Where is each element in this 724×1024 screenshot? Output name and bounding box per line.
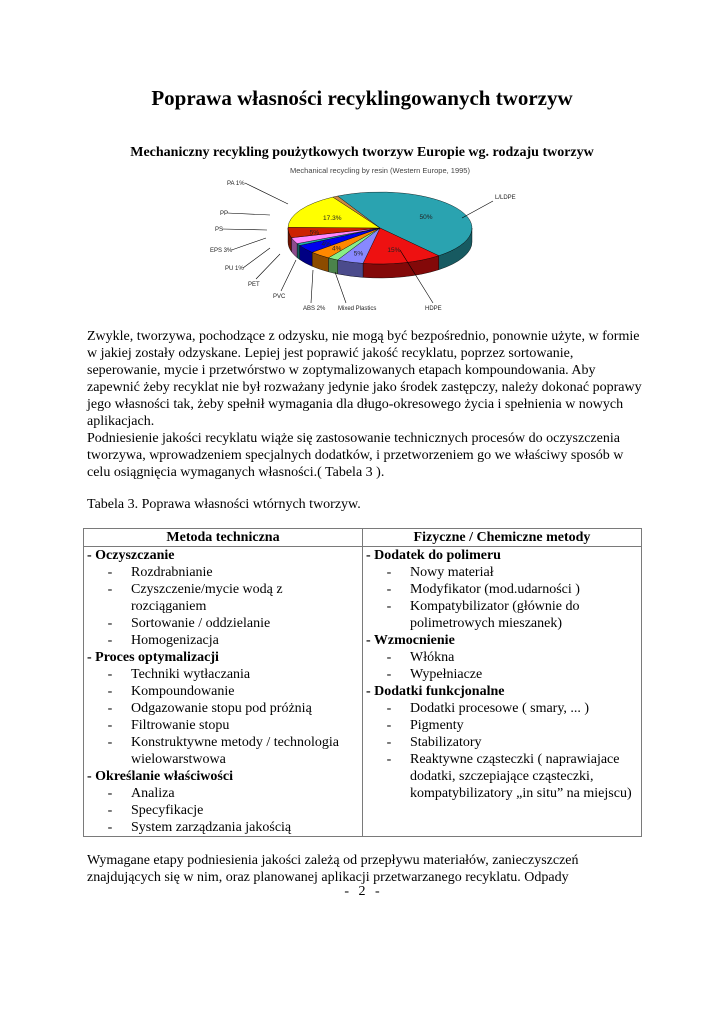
table-list-item	[87, 632, 359, 649]
pie-slice-side	[328, 258, 337, 274]
chart-title: Mechanical recycling by resin (Western Europe, 1995)	[290, 166, 470, 175]
header-physical-chemical: Fizyczne / Chemiczne metody	[363, 529, 642, 547]
list-dash: -	[107, 684, 113, 699]
list-dash: -	[386, 650, 392, 665]
table-group-heading: - Dodatek do polimeru	[366, 548, 501, 563]
chart-heading: Mechaniczny recykling poużytkowych tworzyw Europie wg. rodzaju tworzyw	[130, 145, 594, 160]
list-dash: -	[386, 565, 392, 580]
list-item-text: Kompatybilizator (głównie do polimetrowych mieszanek)	[410, 599, 580, 631]
leader-line	[462, 201, 493, 218]
list-dash: -	[107, 616, 113, 631]
list-item-text: Sortowanie / oddzielanie	[131, 616, 271, 631]
list-dash: -	[386, 718, 392, 733]
physical-chemical-methods-cell	[363, 547, 642, 837]
table-caption: Tabela 3. Poprawa własności wtórnych tworzyw.	[87, 497, 361, 512]
category-label: Mixed Plastics	[338, 306, 377, 312]
list-item-text: System zarządzania jakością	[131, 820, 292, 835]
table-list-item	[87, 819, 359, 836]
leader-line	[311, 270, 313, 303]
list-item-text: Specyfikacje	[131, 803, 204, 818]
list-item-text: Pigmenty	[410, 718, 464, 733]
table-list-item	[87, 802, 359, 819]
intro-paragraph: Zwykle, tworzywa, pochodzące z odzysku, nie mogą być bezpośrednio, ponownie użyte, w formie w jakiej zostały odzyskane. Lepiej jest poprawić jakość recyklatu, poprzez sortowanie, seperowanie, mycie i przetwórstwo w zoptymalizowanych etapach kompoundowania. Aby zapewnić żeby recyklat nie był rozważany jedynie jako środek zastępczy, należy dokonać poprawy jego własności tak, żeby spełnił wymagania dla długo-okresowego życia i spełnienia w nowych aplikacjach.	[87, 329, 642, 429]
list-dash: -	[386, 735, 392, 750]
table-list-item	[366, 666, 638, 683]
table-list-item	[87, 615, 359, 632]
list-item-text: Wypełniacze	[410, 667, 483, 682]
category-label: ABS 2%	[303, 306, 326, 312]
table-list-item	[87, 564, 359, 581]
closing-paragraph: Wymagane etapy podniesienia jakości zależą od przepływu materiałów, zanieczyszczeń znajdujących się w nim, oraz planowanej aplikacji przetwarzanego recyklatu. Odpady	[87, 853, 579, 885]
pie-slice-side	[297, 244, 299, 260]
list-item-text: Homogenizacja	[131, 633, 219, 648]
list-dash: -	[107, 820, 113, 835]
category-label: PP	[220, 211, 229, 217]
quality-paragraph: Podniesienie jakości recyklatu wiąże się zastosowanie technicznych procesów do oczyszczenia tworzywa, wprowadzeniem specjalnych dodatków, i przetworzeniem go we właściwy sposób w celu osiągnięcia wymaganych własności.( Tabela 3 ).	[87, 431, 624, 480]
list-dash: -	[386, 599, 392, 614]
category-label: PET	[248, 282, 260, 288]
table-list-item	[87, 785, 359, 802]
table-list-item	[366, 700, 638, 717]
list-item-text: Konstruktywne metody / technologia wielowarstwowa	[131, 735, 340, 767]
pie-chart	[200, 160, 520, 320]
leader-line	[222, 229, 267, 230]
leader-line	[256, 254, 280, 279]
list-dash: -	[386, 752, 392, 767]
list-item-text: Czyszczenie/mycie wodą z rozciąganiem	[131, 582, 283, 614]
list-dash: -	[107, 633, 113, 648]
table-list-item	[366, 649, 638, 666]
slice-value-label: 50%	[419, 214, 433, 222]
list-dash: -	[107, 667, 113, 682]
table-list-item	[366, 717, 638, 734]
table-group-heading: - Oczyszczanie	[87, 548, 175, 563]
page-number: - 2 -	[344, 884, 380, 899]
table-list-item	[87, 683, 359, 700]
list-dash: -	[107, 803, 113, 818]
page-title: Poprawa własności recyklingowanych tworzyw	[151, 86, 573, 110]
slice-value-label: 4%	[321, 241, 331, 249]
table-list-item	[87, 700, 359, 717]
list-item-text: Kompoundowanie	[131, 684, 235, 699]
list-item-text: Włókna	[410, 650, 455, 665]
list-item-text: Reaktywne cząsteczki ( naprawiajace dodatki, szczepiające cząsteczki, kompatybilizatory „in situ” na miejscu)	[410, 752, 632, 801]
table-group-heading: - Proces optymalizacji	[87, 650, 219, 665]
slice-value-label: 4%	[331, 245, 342, 253]
table-list-item	[87, 581, 359, 615]
category-label: PA 1%	[227, 181, 245, 187]
header-technical: Metoda techniczna	[84, 529, 363, 547]
category-label: PVC	[273, 294, 286, 300]
list-dash: -	[107, 786, 113, 801]
list-item-text: Filtrowanie stopu	[131, 718, 230, 733]
slice-value-label: 5%	[309, 229, 319, 237]
slice-value-label: 15%	[387, 246, 401, 254]
slice-value-label: 5%	[353, 250, 364, 258]
table-list-item	[366, 751, 638, 802]
list-dash: -	[107, 718, 113, 733]
table-list-item	[366, 564, 638, 581]
leader-line	[335, 272, 346, 303]
leader-line	[232, 238, 266, 250]
leader-line	[243, 248, 270, 268]
table-list-item	[87, 717, 359, 734]
list-dash: -	[107, 701, 113, 716]
list-item-text: Dodatki procesowe ( smary, ... )	[410, 701, 590, 716]
table-list-item	[366, 734, 638, 751]
table-group-heading: - Dodatki funkcjonalne	[366, 684, 505, 699]
category-label: L/LDPE	[495, 195, 516, 201]
list-item-text: Techniki wytłaczania	[131, 667, 251, 682]
list-dash: -	[386, 582, 392, 597]
list-item-text: Modyfikator (mod.udarności )	[410, 582, 580, 597]
technical-methods-cell	[84, 547, 363, 837]
pie-chart-svg	[200, 160, 520, 320]
leader-line	[227, 213, 270, 215]
methods-table	[83, 528, 642, 837]
list-item-text: Stabilizatory	[410, 735, 482, 750]
slice-value-label: 17.3%	[323, 215, 342, 223]
list-dash: -	[386, 701, 392, 716]
table-list-item	[366, 598, 638, 632]
list-item-text: Rozdrabnianie	[131, 565, 213, 580]
table-list-item	[87, 666, 359, 683]
table-list-item	[87, 734, 359, 768]
leader-line	[281, 260, 296, 291]
table-group-heading: - Określanie właściwości	[87, 769, 233, 784]
category-label: HDPE	[425, 306, 442, 312]
list-item-text: Analiza	[131, 786, 175, 801]
table-list-item	[366, 581, 638, 598]
list-dash: -	[386, 667, 392, 682]
category-label: PS	[215, 227, 224, 233]
category-label: PU 1%	[225, 266, 244, 272]
list-item-text: Odgazowanie stopu pod próżnią	[131, 701, 312, 716]
list-dash: -	[107, 582, 113, 597]
list-dash: -	[107, 735, 113, 750]
list-item-text: Nowy materiał	[410, 565, 494, 580]
leader-line	[245, 183, 288, 204]
list-dash: -	[107, 565, 113, 580]
table-group-heading: - Wzmocnienie	[366, 633, 455, 648]
category-label: EPS 3%	[210, 248, 233, 254]
